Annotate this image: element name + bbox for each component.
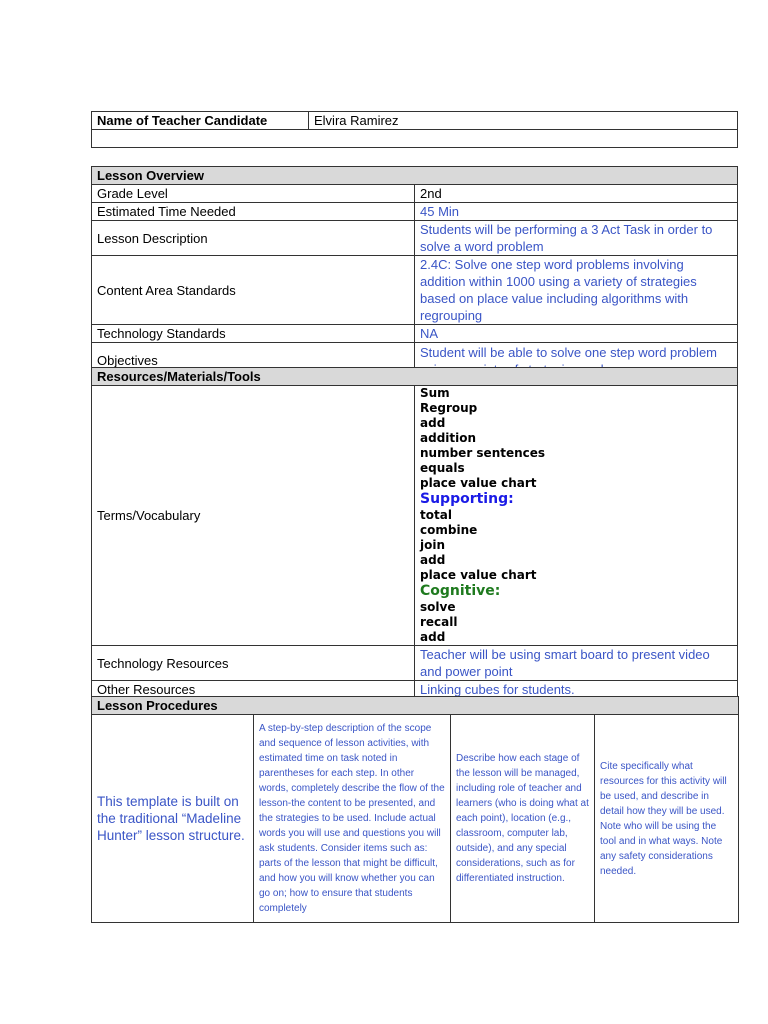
- blank-row: [92, 130, 738, 148]
- vocab-item: add: [420, 553, 446, 567]
- grade-level-label: Grade Level: [92, 185, 415, 203]
- lesson-procedures-table: [91, 696, 739, 923]
- objectives-value: Student will be able to solve one step word problem: [415, 343, 738, 379]
- vocab-item: join: [420, 538, 446, 552]
- vocab-item: place value chart: [420, 476, 537, 490]
- vocab-item: solve: [420, 600, 456, 614]
- vocab-item: combine: [420, 523, 478, 537]
- technology-standards-value: NA: [415, 325, 738, 343]
- teacher-name-table: [91, 111, 738, 148]
- technology-resources-value: Teacher will be using smart board to present video and power point: [415, 646, 738, 681]
- resources-prompt-b: Note who will be using the tool and in what ways. Note any safety considerations needed.: [600, 820, 723, 877]
- content-standards-value: 2.4C: Solve one step word problems involving addition within 1000 using a variety of strategies based on place value including algorithms with regrouping: [415, 256, 738, 325]
- vocab-item: equals: [420, 461, 465, 475]
- resources-prompt: [595, 715, 739, 923]
- other-resources-value: Linking cubes for students.: [415, 681, 738, 699]
- content-standards-label: Content Area Standards: [92, 256, 415, 325]
- teacher-name-label: Name of Teacher Candidate: [92, 112, 309, 130]
- lesson-overview-table: [91, 166, 738, 379]
- grade-level-value: 2nd: [415, 185, 738, 203]
- vocab-item: number sentences: [420, 446, 546, 460]
- objectives-label: Objectives: [92, 343, 415, 379]
- technology-standards-label: Technology Standards: [92, 325, 415, 343]
- vocab-item: recall: [420, 615, 458, 629]
- vocab-item: addition: [420, 431, 477, 445]
- lesson-procedures-header: Lesson Procedures: [92, 697, 739, 715]
- vocab-item: Regroup: [420, 401, 478, 415]
- supporting-heading: Supporting:: [420, 491, 514, 507]
- cognitive-heading: Cognitive:: [420, 583, 501, 599]
- template-note: This template is built on the traditional “Madeline Hunter” lesson structure.: [92, 715, 254, 923]
- vocab-item: Sum: [420, 386, 450, 400]
- resources-header: Resources/Materials/Tools: [92, 368, 738, 386]
- vocab-item: total: [420, 508, 452, 522]
- management-prompt: Describe how each stage of the lesson will be managed, including role of teacher and learners (who is doing what at each point), location (e.g., classroom, computer lab, outside), and any special considerations, such as for differentiated instruction.: [451, 715, 595, 923]
- other-resources-label: Other Resources: [92, 681, 415, 699]
- resources-prompt-a: Cite specifically what resources for this activity will be used, and describe in detail how they will be used.: [600, 760, 727, 817]
- terms-vocabulary-label: Terms/Vocabulary: [92, 386, 415, 646]
- procedure-description-prompt: A step-by-step description of the scope and sequence of lesson activities, with estimated time on task noted in parentheses for each step. In other words, completely describe the flow of the lesson-the content to be presented, and the strategies to be used. Include actual words you will use and questions you will ask students. Consider items such as: parts of the lesson that might be difficult, and how you will know whether you can go on; how to ensure that students completely: [254, 715, 451, 923]
- technology-resources-label: Technology Resources: [92, 646, 415, 681]
- lesson-overview-header: Lesson Overview: [92, 167, 738, 185]
- time-needed-value: 45 Min: [415, 203, 738, 221]
- vocabulary-list: [415, 386, 738, 646]
- resources-table: [91, 367, 738, 699]
- vocab-item: add: [420, 416, 446, 430]
- lesson-description-label: Lesson Description: [92, 221, 415, 256]
- vocab-item: place value chart: [420, 568, 537, 582]
- time-needed-label: Estimated Time Needed: [92, 203, 415, 221]
- vocab-item: add: [420, 630, 446, 644]
- lesson-description-value: Students will be performing a 3 Act Task in order to solve a word problem: [415, 221, 738, 256]
- teacher-name-value: Elvira Ramirez: [309, 112, 738, 130]
